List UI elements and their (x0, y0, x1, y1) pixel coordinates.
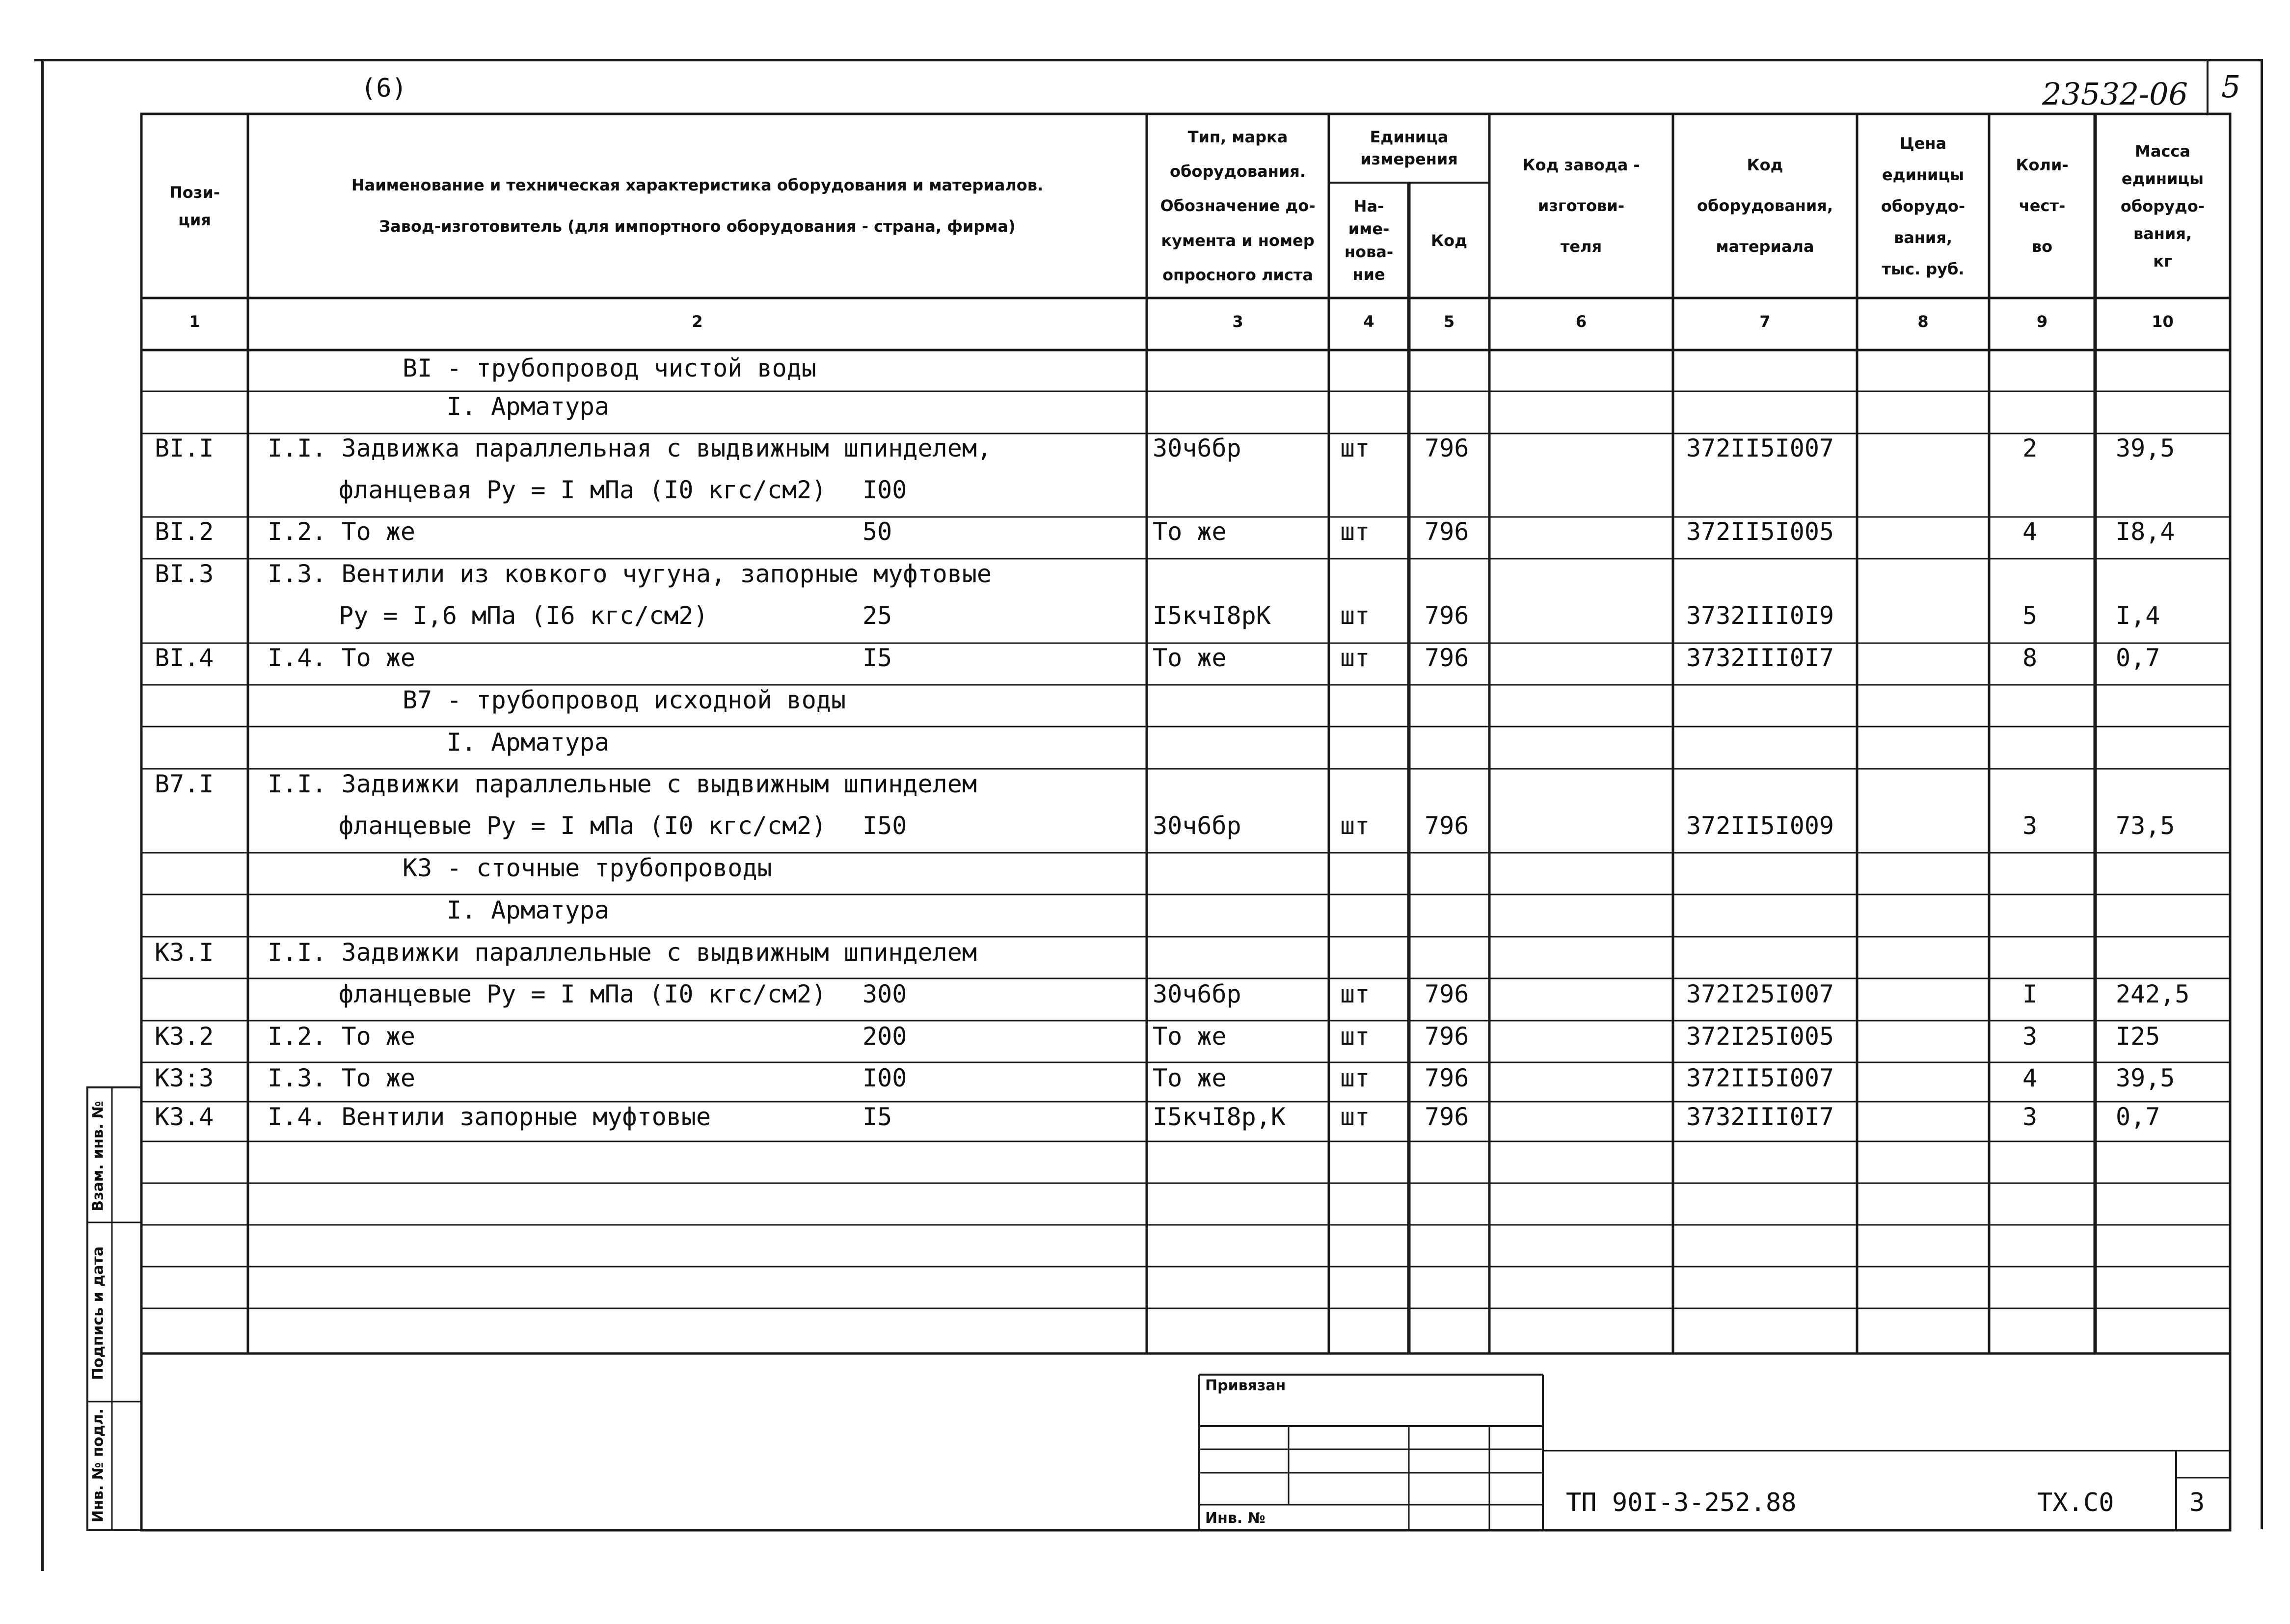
item-name-cell: I. Арматура (447, 896, 610, 924)
unit-name-cell: шт (1340, 1103, 1370, 1131)
type-cell: I5кчI8рК (1153, 601, 1271, 630)
nominal-diameter-cell: 300 (862, 980, 907, 1008)
mass-cell: 0,7 (2116, 1103, 2160, 1131)
handwritten-number: 23532-06 (2042, 76, 2188, 112)
unit-code-cell: 796 (1425, 434, 1469, 462)
quantity-cell: 2 (2022, 434, 2038, 462)
position-cell: BI.4 (155, 644, 214, 672)
nominal-diameter-cell: 50 (862, 517, 892, 546)
type-cell: I5кчI8р,К (1153, 1103, 1286, 1131)
colnum-5: 5 (1443, 312, 1455, 331)
item-name-cell: BI - трубопровод чистой воды (403, 354, 816, 382)
item-name-cell: I. Арматура (447, 728, 610, 757)
equipment-code-cell: 372I25I005 (1686, 1022, 1834, 1051)
nominal-diameter-cell: I5 (862, 1103, 892, 1131)
quantity-cell: 3 (2022, 1022, 2038, 1051)
header-name: Наименование и техническая характеристика оборудования и материалов. Завод-изготовитель (для импортного оборудования - страна, фирма) (351, 176, 1044, 236)
header-mass: Масса единицы оборудо- вания, кг (2120, 141, 2205, 271)
quantity-cell: 3 (2022, 812, 2038, 840)
equipment-code-cell: 372II5I009 (1686, 812, 1834, 840)
header-equipment-code: Код оборудования, материала (1697, 155, 1833, 256)
header-quantity: Коли- чест- во (2016, 155, 2069, 256)
position-cell: K3.2 (155, 1022, 214, 1051)
type-cell: То же (1153, 644, 1227, 672)
item-name-cell: I.3. То же (268, 1064, 416, 1092)
type-cell: То же (1153, 517, 1227, 546)
nominal-diameter-cell: I50 (862, 812, 907, 840)
colnum-6: 6 (1575, 312, 1587, 331)
position-cell: B7.I (155, 770, 214, 798)
item-name-cell: I.2. То же (268, 517, 416, 546)
colnum-1: 1 (189, 312, 200, 331)
position-cell: K3.4 (155, 1103, 214, 1131)
equipment-code-cell: 372II5I007 (1686, 434, 1834, 462)
nominal-diameter-cell: I5 (862, 644, 892, 672)
sheet-label: (6) (361, 74, 407, 103)
nominal-diameter-cell: 25 (862, 601, 892, 630)
item-name-cell: I.4. То же (268, 644, 416, 672)
position-cell: BI.3 (155, 560, 214, 588)
equipment-code-cell: 372II5I007 (1686, 1064, 1834, 1092)
type-cell: 30ч6бр (1153, 434, 1241, 462)
type-cell: 30ч6бр (1153, 980, 1241, 1008)
colnum-4: 4 (1363, 312, 1374, 331)
equipment-code-cell: 3732III0I7 (1686, 644, 1834, 672)
type-cell: То же (1153, 1064, 1227, 1092)
type-cell: То же (1153, 1022, 1227, 1051)
header-position: Пози- ция (169, 183, 220, 229)
quantity-cell: 4 (2022, 517, 2038, 546)
quantity-cell: 5 (2022, 601, 2038, 630)
equipment-code-cell: 3732III0I9 (1686, 601, 1834, 630)
unit-code-cell: 796 (1425, 601, 1469, 630)
mass-cell: 39,5 (2116, 1064, 2175, 1092)
stamp-inv-no: Инв. № (1205, 1510, 1266, 1527)
item-name-cell: I.3. Вентили из ковкого чугуна, запорные муфтовые (268, 560, 992, 588)
header-unit-group: Единица измерения (1360, 128, 1458, 168)
side-label-vzam-inv: Взам. инв. № (89, 1101, 107, 1212)
nominal-diameter-cell: 200 (862, 1022, 907, 1051)
mass-cell: 242,5 (2116, 980, 2190, 1008)
quantity-cell: 4 (2022, 1064, 2038, 1092)
header-unit-name: На- име- нова- ние (1344, 196, 1394, 284)
colnum-7: 7 (1759, 312, 1771, 331)
position-cell: K3.I (155, 938, 214, 967)
unit-code-cell: 796 (1425, 517, 1469, 546)
sheet-code: ТХ.С0 (2037, 1488, 2114, 1517)
equipment-code-cell: 372II5I005 (1686, 517, 1834, 546)
mass-cell: I,4 (2116, 601, 2160, 630)
equipment-code-cell: 372I25I007 (1686, 980, 1834, 1008)
item-name-cell: I.2. То же (268, 1022, 416, 1051)
mass-cell: 0,7 (2116, 644, 2160, 672)
colnum-3: 3 (1232, 312, 1243, 331)
header-factory-code: Код завода - изготови- теля (1522, 155, 1640, 256)
quantity-cell: 8 (2022, 644, 2038, 672)
position-cell: BI.I (155, 434, 214, 462)
unit-code-cell: 796 (1425, 1064, 1469, 1092)
unit-code-cell: 796 (1425, 812, 1469, 840)
unit-name-cell: шт (1340, 1064, 1370, 1092)
unit-code-cell: 796 (1425, 1022, 1469, 1051)
item-name-cell: фланцевая Py = I мПа (I0 кгс/см2) (339, 476, 827, 504)
mass-cell: I25 (2116, 1022, 2160, 1051)
unit-name-cell: шт (1340, 601, 1370, 630)
side-label-inv-podl: Инв. № подл. (89, 1408, 107, 1523)
nominal-diameter-cell: I00 (862, 476, 907, 504)
unit-name-cell: шт (1340, 644, 1370, 672)
sheet-number: 3 (2189, 1488, 2205, 1517)
unit-code-cell: 796 (1425, 644, 1469, 672)
unit-name-cell: шт (1340, 812, 1370, 840)
unit-name-cell: шт (1340, 434, 1370, 462)
page-number: 5 (2221, 69, 2241, 105)
colnum-10: 10 (2152, 312, 2174, 331)
type-cell: 30ч6бр (1153, 812, 1241, 840)
item-name-cell: фланцевые Py = I мПа (I0 кгс/см2) (339, 812, 827, 840)
item-name-cell: I.I. Задвижка параллельная с выдвижным шпинделем, (268, 434, 992, 462)
equipment-code-cell: 3732III0I7 (1686, 1103, 1834, 1131)
header-type: Тип, марка оборудования. Обозначение до- кумента и номер опросного листа (1160, 127, 1316, 285)
item-name-cell: B7 - трубопровод исходной воды (403, 686, 846, 714)
item-name-cell: I.4. Вентили запорные муфтовые (268, 1103, 711, 1131)
item-name-cell: I.I. Задвижки параллельные с выдвижным шпинделем (268, 770, 977, 798)
unit-code-cell: 796 (1425, 980, 1469, 1008)
quantity-cell: 3 (2022, 1103, 2038, 1131)
unit-name-cell: шт (1340, 517, 1370, 546)
item-name-cell: фланцевые Py = I мПа (I0 кгс/см2) (339, 980, 827, 1008)
item-name-cell: Py = I,6 мПа (I6 кгс/см2) (339, 601, 708, 630)
unit-name-cell: шт (1340, 980, 1370, 1008)
item-name-cell: I. Арматура (447, 392, 610, 421)
colnum-8: 8 (1917, 312, 1929, 331)
quantity-cell: I (2022, 980, 2038, 1008)
mass-cell: 73,5 (2116, 812, 2175, 840)
mass-cell: I8,4 (2116, 517, 2175, 546)
unit-name-cell: шт (1340, 1022, 1370, 1051)
header-price: Цена единицы оборудо- вания, тыс. руб. (1881, 134, 1966, 278)
nominal-diameter-cell: I00 (862, 1064, 907, 1092)
position-cell: K3:3 (155, 1064, 214, 1092)
position-cell: BI.2 (155, 517, 214, 546)
mass-cell: 39,5 (2116, 434, 2175, 462)
colnum-2: 2 (692, 312, 703, 331)
item-name-cell: I.I. Задвижки параллельные с выдвижным шпинделем (268, 938, 977, 967)
doc-code: ТП 90I-3-252.88 (1566, 1488, 1797, 1517)
header-unit-code: Код (1431, 231, 1467, 250)
item-name-cell: K3 - сточные трубопроводы (403, 854, 772, 882)
side-label-podpis-data: Подпись и дата (89, 1246, 107, 1380)
colnum-9: 9 (2036, 312, 2048, 331)
unit-code-cell: 796 (1425, 1103, 1469, 1131)
stamp-privyazan: Привязан (1205, 1377, 1286, 1394)
